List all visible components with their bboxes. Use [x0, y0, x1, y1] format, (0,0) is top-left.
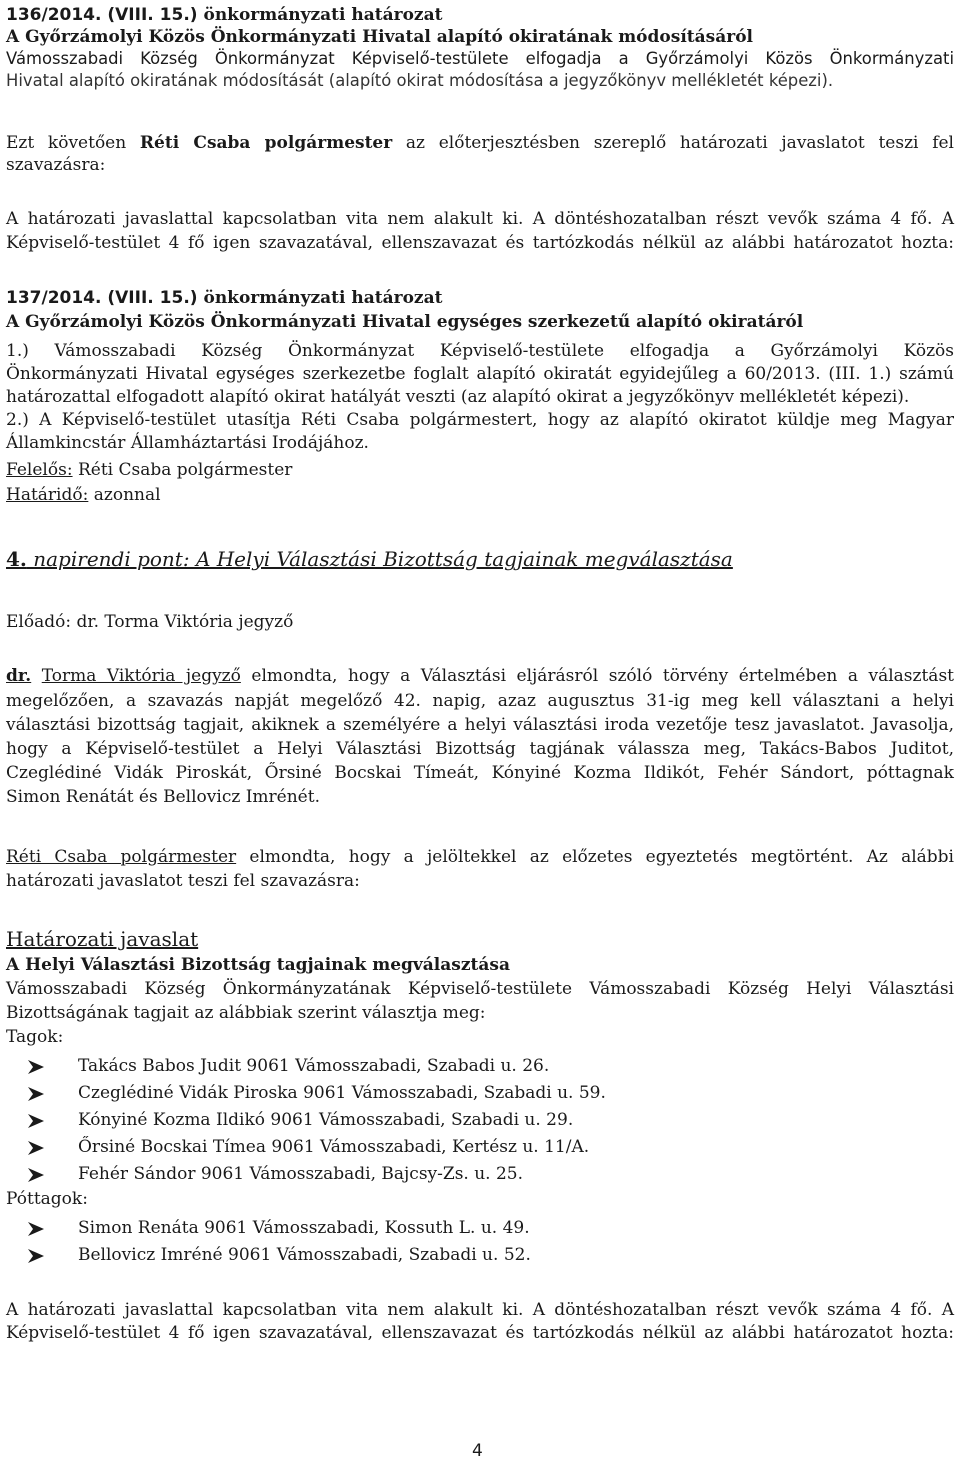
members-label: Tagok:	[6, 1027, 64, 1047]
resolution-137-p1-line-2: Önkormányzati Hivatal egységes szerkezetbe foglalt alapító okiratát egyidejűleg a 60/2013. (III. 1.) számú	[6, 364, 954, 384]
agenda-item-heading	[6, 548, 954, 570]
notary-title: dr.	[6, 666, 32, 686]
proposal-intro-post: az előterjesztésben szereplő határozati javaslatot teszi fel	[392, 133, 954, 153]
agenda-item-number: 4.	[6, 547, 27, 571]
resolution-137-type: önkormányzati határozat	[197, 288, 443, 308]
resolution-136-text-line-1: Vámosszabadi Község Önkormányzat Képviselő-testülete elfogadja a Győrzámolyi Közös Önkormányzati	[6, 49, 954, 68]
arrow-bullet-icon	[26, 1138, 46, 1158]
arrow-bullet-icon	[26, 1246, 46, 1266]
arrow-bullet-icon	[26, 1084, 46, 1104]
resolution-136-header	[6, 4, 954, 26]
vote-1-line-2: Képviselő-testület 4 fő igen szavazatával, ellenszavazat és tartózkodás nélkül az alábbi határozatot hozta:	[6, 233, 954, 253]
vote-1-line-1: A határozati javaslattal kapcsolatban vita nem alakult ki. A döntéshozatalban részt vevők száma 4 fő. A	[6, 209, 954, 229]
resolution-136-type: önkormányzati határozat	[197, 5, 443, 25]
proposal-title: A Helyi Választási Bizottság tagjainak megválasztása	[6, 955, 510, 975]
resolution-136-number: 136/2014. (VIII. 15.)	[6, 5, 198, 25]
alternate-2: Bellovicz Imréné 9061 Vámosszabadi, Szabadi u. 52.	[78, 1245, 531, 1265]
deadline-label: Határidő:	[6, 485, 89, 505]
member-2: Czeglédiné Vidák Piroska 9061 Vámosszabadi, Szabadi u. 59.	[78, 1083, 606, 1103]
mayor-para-line-2: határozati javaslatot teszi fel szavazásra:	[6, 871, 360, 891]
mayor-para-line-1-rest: elmondta, hogy a jelöltekkel az előzetes egyeztetés megtörtént. Az alábbi	[236, 847, 954, 867]
proposal-heading: Határozati javaslat	[6, 927, 199, 951]
resolution-137-number: 137/2014. (VIII. 15.)	[6, 288, 198, 308]
member-5: Fehér Sándor 9061 Vámosszabadi, Bajcsy-Zs. u. 25.	[78, 1164, 524, 1184]
agenda-item-label: napirendi pont: A Helyi Választási Bizottság tagjainak megválasztása	[26, 547, 733, 571]
responsible-label: Felelős:	[6, 460, 73, 480]
notary-para-line-1-rest: elmondta, hogy a Választási eljárásról szóló törvény értelmében a választást	[240, 666, 954, 686]
resolution-136-title: A Győrzámolyi Közös Önkormányzati Hivatal alapító okiratának módosításáról	[6, 27, 753, 47]
resolution-137-title: A Győrzámolyi Közös Önkormányzati Hivatal egységes szerkezetű alapító okiratáról	[6, 312, 804, 332]
resolution-137-p2-line-1: 2.) A Képviselő-testület utasítja Réti Csaba polgármestert, hogy az alapító okiratot küldje meg Magyar	[6, 410, 954, 430]
proposal-intro-pre: Ezt követően	[6, 133, 140, 153]
page-number: 4	[472, 1441, 483, 1461]
proposal-intro-line-2: szavazásra:	[6, 155, 106, 175]
member-4: Őrsiné Bocskai Tímea 9061 Vámosszabadi, Kertész u. 11/A.	[78, 1137, 590, 1157]
notary-para-line-1	[6, 665, 954, 687]
notary-para-line-3: választási bizottság tagjait, akiknek a személyére a helyi választási iroda vezetője tesz javaslatot. Javasolja,	[6, 715, 954, 735]
notary-para-line-4: hogy a Képviselő-testület a Helyi Választási Bizottság tagjának válassza meg, Takács-Babos Juditot,	[6, 739, 954, 759]
alternate-1: Simon Renáta 9061 Vámosszabadi, Kossuth L. u. 49.	[78, 1218, 530, 1238]
presenter-line: Előadó: dr. Torma Viktória jegyző	[6, 612, 294, 632]
resolution-136-text-line-2: Hivatal alapító okiratának módosítását (alapító okirat módosítása a jegyzőkönyv mellékletét képezi).	[6, 71, 834, 90]
member-3: Kónyiné Kozma Ildikó 9061 Vámosszabadi, Szabadi u. 29.	[78, 1110, 574, 1130]
member-1: Takács Babos Judit 9061 Vámosszabadi, Szabadi u. 26.	[78, 1056, 550, 1076]
resolution-137-p1-line-3: határozattal elfogadott alapító okirat hatályát veszti (az alapító okirat a jegyzőkönyv mellékletét képezi).	[6, 387, 910, 407]
proposal-text-line-2: Bizottságának tagjait az alábbiak szerint választja meg:	[6, 1003, 486, 1023]
responsible-value: Réti Csaba polgármester	[72, 460, 293, 480]
responsible-line	[6, 459, 954, 481]
notary-name: Torma Viktória jegyző	[41, 666, 241, 686]
alternates-label: Póttagok:	[6, 1189, 88, 1209]
deadline-value: azonnal	[88, 485, 161, 505]
mayor-para-line-1	[6, 846, 954, 868]
arrow-bullet-icon	[26, 1057, 46, 1077]
resolution-137-p1-line-1: 1.) Vámosszabadi Község Önkormányzat Képviselő-testülete elfogadja a Győrzámolyi Közös	[6, 341, 954, 361]
arrow-bullet-icon	[26, 1111, 46, 1131]
vote-2-line-2: Képviselő-testület 4 fő igen szavazatával, ellenszavazat és tartózkodás nélkül az alábbi határozatot hozta:	[6, 1323, 954, 1343]
vote-2-line-1: A határozati javaslattal kapcsolatban vita nem alakult ki. A döntéshozatalban részt vevők száma 4 fő. A	[6, 1300, 954, 1320]
resolution-137-p2-line-2: Államkincstár Államháztartási Irodájához.	[6, 433, 369, 453]
notary-para-line-2: megelőzően, a szavazás napját megelőző 42. napig, azaz augusztus 31-ig meg kell választani a helyi	[6, 691, 954, 711]
resolution-137-header	[6, 287, 954, 309]
notary-para-line-6: Simon Renátát és Bellovicz Imrénét.	[6, 787, 320, 807]
arrow-bullet-icon	[26, 1219, 46, 1239]
proposal-text-line-1: Vámosszabadi Község Önkormányzatának Képviselő-testülete Vámosszabadi Község Helyi Választási	[6, 979, 954, 999]
proposal-intro-line-1	[6, 132, 954, 154]
deadline-line	[6, 484, 954, 506]
notary-para-line-5: Czeglédiné Vidák Piroskát, Őrsiné Bocskai Tímeát, Kónyiné Kozma Ildikót, Fehér Sándort, póttagnak	[6, 763, 954, 783]
arrow-bullet-icon	[26, 1165, 46, 1185]
mayor-name: Réti Csaba polgármester	[6, 847, 237, 867]
mayor-name-bold: Réti Csaba polgármester	[139, 133, 393, 153]
